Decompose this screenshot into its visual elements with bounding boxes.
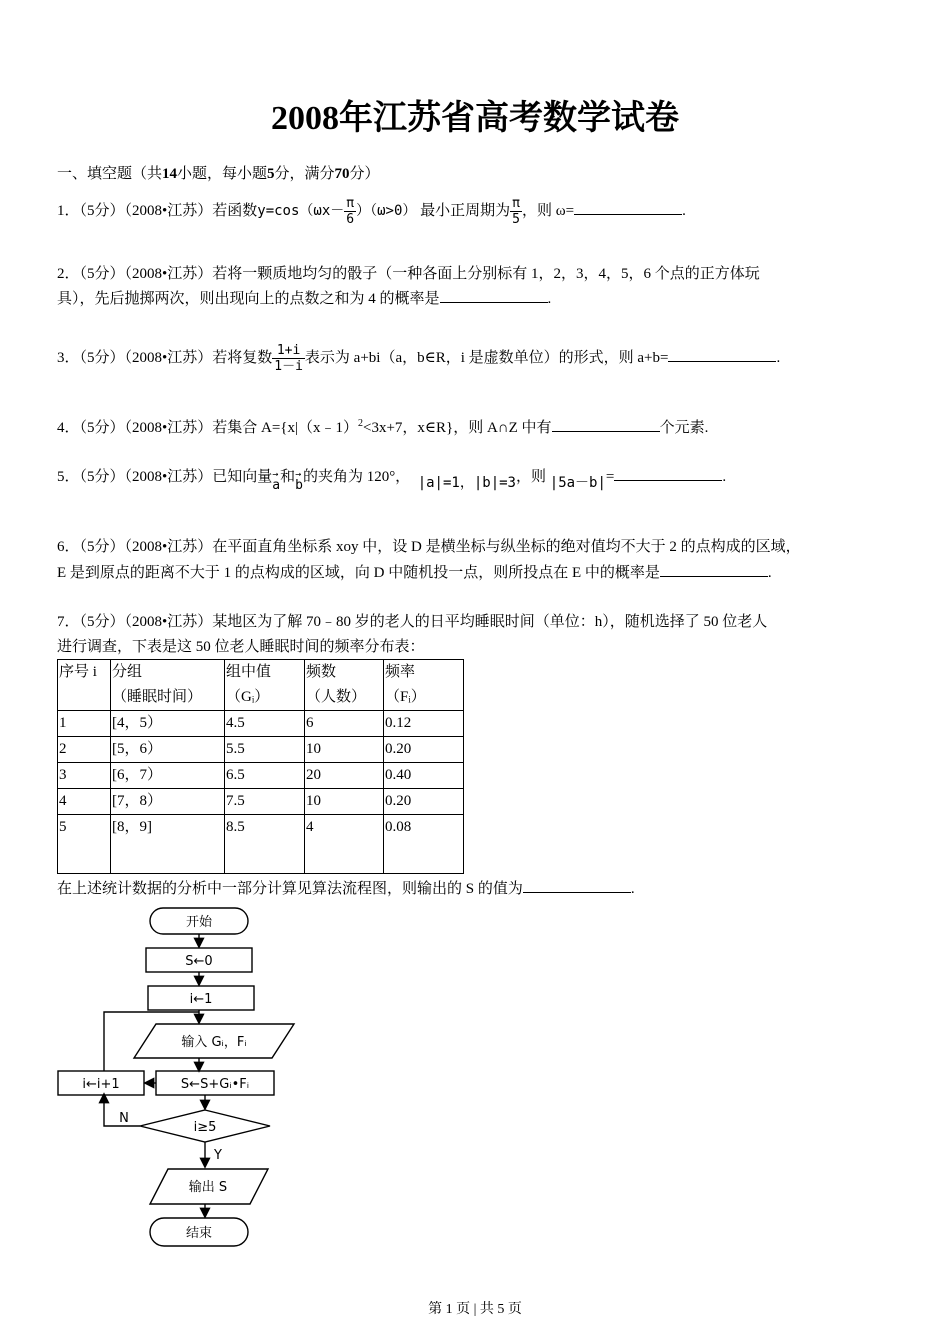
q5-end: . [722, 469, 727, 485]
q5-then: ，则 [516, 469, 547, 485]
table-header-line: 组中值 [226, 664, 272, 680]
q6-line2-text: E 是到原点的距离不大于 1 的点构成的区域，向 D 中随机投一点，则所投点在 E 中的概率是 [57, 565, 660, 581]
q3-suffix: 表示为 a+bi（a，b∈R，i 是虚数单位）的形式，则 a+b= [304, 350, 669, 366]
q3-prefix: 3．（5分）（2008•江苏）若将复数 [57, 350, 273, 366]
table-cell: [7，8） [111, 789, 225, 815]
q3-answer-blank[interactable] [668, 347, 776, 362]
frequency-table [57, 659, 464, 874]
table-row [58, 763, 464, 789]
table-header-cell [111, 660, 225, 711]
table-header-line: 分组 [112, 664, 143, 680]
question-1 [57, 196, 686, 227]
q5-eq: = [605, 469, 615, 485]
q5-vector-a: → a [272, 471, 280, 501]
question-2-line-1: 2．（5分）（2008•江苏）若将一颗质地均匀的骰子（一种各面上分别标有 1，2，3，4，5，6 个点的正方体玩 [57, 266, 760, 282]
table-cell: 8.5 [225, 815, 305, 874]
page-footer: 第 1 页 | 共 5 页 [428, 1302, 522, 1317]
q1-mid: 最小正周期为 [420, 203, 511, 219]
q1-func-num: π [346, 196, 355, 212]
question-6-line-2 [57, 562, 772, 584]
section-suffix: 分） [349, 166, 380, 182]
question-7-after-table [57, 878, 635, 900]
table-cell: 1 [58, 711, 111, 737]
q1-func-den: 6 [346, 212, 355, 228]
table-cell: 6.5 [225, 763, 305, 789]
table-cell: [5，6） [111, 737, 225, 763]
section-total: 70 [334, 166, 350, 182]
question-7-line-1: 7．（5分）（2008•江苏）某地区为了解 70﹣80 岁的老人的日平均睡眠时间（单位：h），随机选择了 50 位老人 [57, 614, 768, 630]
q1-suffix: ，则 ω= [522, 203, 575, 219]
q4-suffix: <3x+7，x∈R}，则 A∩Z 中有 [363, 420, 552, 436]
q7-answer-blank[interactable] [523, 878, 631, 893]
table-cell: 0.12 [384, 711, 464, 737]
table-row [58, 815, 464, 874]
table-cell: 4 [58, 789, 111, 815]
q6-end: . [767, 565, 772, 581]
q1-per-den: 5 [512, 212, 520, 228]
q5-answer-blank[interactable] [614, 466, 722, 481]
table-header-line: （Gᵢ） [226, 689, 270, 705]
table-cell: 20 [305, 763, 384, 789]
q5-prefix: 5．（5分）（2008•江苏）已知向量 [57, 469, 273, 485]
q4-end: 个元素. [659, 420, 709, 436]
q1-func-left: y=cos（ωx－ [257, 203, 345, 219]
table-header-line: （人数） [306, 689, 367, 705]
q6-answer-blank[interactable] [660, 562, 768, 577]
q1-per-num: π [512, 196, 520, 212]
q7-after-text: 在上述统计数据的分析中一部分计算见算法流程图，则输出的 S 的值为 [57, 881, 523, 897]
section-each: 5 [267, 166, 275, 182]
table-cell: [6，7） [111, 763, 225, 789]
question-7-line-2: 进行调查，下表是这 50 位老人睡眠时间的频率分布表： [57, 639, 425, 655]
flow-end-label: 结束 [185, 1226, 213, 1241]
table-cell: 10 [305, 737, 384, 763]
q5-mid: 的夹角为 120°， [302, 469, 411, 485]
flow-no-label: N [119, 1111, 129, 1126]
table-header-line: （睡眠时间） [112, 689, 203, 705]
q1-answer-blank[interactable] [574, 200, 682, 215]
table-cell: 2 [58, 737, 111, 763]
table-header-cell [384, 660, 464, 711]
q5-vector-b: → b [295, 471, 303, 501]
q5-abs-a: |a|=1， [417, 475, 474, 491]
table-cell: 4 [305, 815, 384, 874]
table-cell: [4，5） [111, 711, 225, 737]
table-cell: [8，9] [111, 815, 225, 874]
q3-end: . [776, 350, 781, 366]
q1-func-fraction [344, 196, 356, 227]
table-row [58, 737, 464, 763]
section-heading [57, 163, 380, 185]
question-6-line-1: 6．（5分）（2008•江苏）在平面直角坐标系 xoy 中，设 D 是横坐标与纵坐标的绝对值均不大于 2 的点构成的区域， [57, 539, 801, 555]
flow-increment-label: i←i+1 [82, 1077, 120, 1092]
table-header-line: 频数 [306, 664, 337, 680]
section-mid1: 小题，每小题 [177, 166, 268, 182]
q1-end: . [682, 203, 686, 219]
question-3 [57, 338, 780, 378]
table-row [58, 789, 464, 815]
table-cell: 6 [305, 711, 384, 737]
q3-num: 1+i [272, 343, 305, 359]
table-cell: 4.5 [225, 711, 305, 737]
question-2-line-2 [57, 288, 551, 310]
table-header-cell [225, 660, 305, 711]
table-header-cell [58, 660, 111, 711]
table-cell: 0.40 [384, 763, 464, 789]
flow-s0-label: S←0 [185, 954, 213, 969]
flow-condition-label: i≥5 [193, 1120, 217, 1135]
section-count: 14 [162, 166, 178, 182]
q2-line2-text: 具），先后抛掷两次，则出现向上的点数之和为 4 的概率是 [57, 291, 440, 307]
flow-input-label: 输入 Gᵢ，Fᵢ [181, 1035, 247, 1050]
table-cell: 0.08 [384, 815, 464, 874]
table-header-line: （Fᵢ） [385, 689, 426, 705]
q2-end: . [547, 291, 552, 307]
table-header-line: 频率 [385, 664, 416, 680]
q4-answer-blank[interactable] [552, 417, 660, 432]
question-4 [57, 413, 708, 439]
q4-prefix: 4．（5分）（2008•江苏）若集合 A={x|（x﹣1） [57, 420, 358, 436]
flow-calc-label: S←S+Gᵢ•Fᵢ [180, 1077, 250, 1092]
flow-start-label: 开始 [185, 915, 213, 930]
section-prefix: 一、填空题（共 [57, 166, 163, 182]
table-cell: 5.5 [225, 737, 305, 763]
algorithm-flowchart [50, 900, 310, 1255]
table-row [58, 711, 464, 737]
q3-den: 1－i [274, 359, 303, 375]
table-header-line: 序号 i [59, 664, 97, 680]
table-cell: 5 [58, 815, 111, 874]
q5-expression: |5a－b| [549, 475, 606, 491]
q3-fraction [272, 343, 305, 374]
question-5 [57, 462, 726, 501]
q4-exponent: 2 [358, 418, 363, 429]
table-cell: 3 [58, 763, 111, 789]
flow-yes-label: Y [214, 1148, 222, 1163]
flow-i1-label: i←1 [189, 992, 213, 1007]
paper-title: 2008年江苏省高考数学试卷 [271, 100, 679, 137]
flow-output-label: 输出 S [188, 1180, 228, 1195]
table-cell: 10 [305, 789, 384, 815]
q2-answer-blank[interactable] [440, 288, 548, 303]
section-mid2: 分，满分 [274, 166, 335, 182]
table-cell: 0.20 [384, 737, 464, 763]
q1-prefix: 1．（5分）（2008•江苏）若函数 [57, 203, 258, 219]
table-cell: 7.5 [225, 789, 305, 815]
q7-end: . [630, 881, 635, 897]
q5-abs-b: |b|=3 [473, 475, 516, 491]
table-header-row [58, 660, 464, 711]
table-cell: 0.20 [384, 789, 464, 815]
q1-func-right: ）（ω>0） [356, 203, 417, 219]
q5-and: 和 [280, 469, 296, 485]
table-header-cell [305, 660, 384, 711]
q1-period-fraction [510, 196, 522, 227]
